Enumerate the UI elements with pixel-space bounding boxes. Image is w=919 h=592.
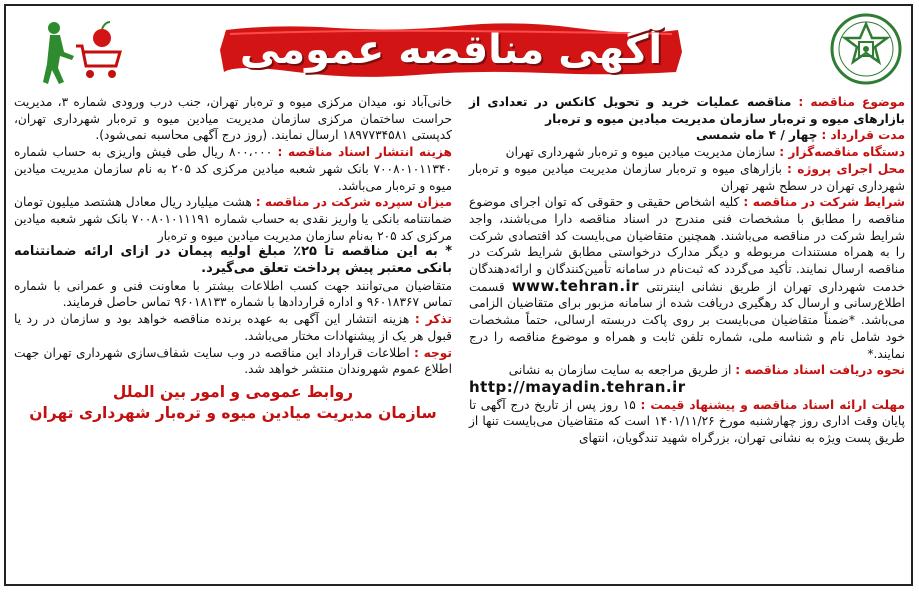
info-text: متقاضیان می‌توانند جهت کسب اطلاعات بیشتر با معاونت فنی و عمرانی با شماره تماس ۹۶۰۱۸۳۶۷ و اداره قراردادها با شماره ۹۶۰۱۸۱۳۳ تماس حاصل فرمایند. [14, 278, 452, 310]
shopping-cart-icon [20, 16, 130, 86]
tender-party-paragraph [469, 144, 905, 161]
conditions-label: شرایط شرکت در مناقصه : [743, 195, 905, 210]
info-paragraph [14, 278, 452, 311]
duration-paragraph [469, 127, 905, 144]
municipality-emblem-icon [829, 12, 903, 86]
page-title: آگهی مناقصه عمومی [239, 27, 663, 73]
note-text: اطلاعات قرارداد این مناقصه در وب سایت شفاف‌سازی شهرداری تهران جهت اطلاع عموم شهروندان منتشر خواهد شد. [14, 345, 452, 377]
location-text: بازارهای میوه و تره‌بار سازمان مدیریت میادین میوه و تره‌بار شهرداری تهران در سطح شهر تهران [469, 161, 905, 193]
receive-paragraph [469, 362, 905, 379]
signature-block [14, 382, 452, 424]
deposit-label: میزان سپرده شرکت در مناقصه : [255, 195, 452, 210]
subject-text: مناقصه عملیات خرید و تحویل کانکس در تعدادی از بازارهای میوه و تره‌بار سازمان مدیریت میادین میوه و تره‌بار [469, 95, 905, 126]
note-label: توجه : [413, 345, 452, 360]
conditions-text-2: قسمت اطلاع‌رسانی و ارسال کد رهگیری دریافت شده از سامانه مزبور برای متقاضیان الزامی می‌باشد. *ضمناً متقاضیان می‌بایست بر روی پاکت دربسته ارسالی، حتماً مشخصات خود شامل نام و شناسه ملی، شماره تلفن ثابت و همراه و موضوع مناقصه را درج نمایند.* [469, 279, 905, 361]
tender-party-label: دستگاه مناقصه‌گزار : [779, 145, 905, 160]
deposit-paragraph [14, 194, 452, 244]
reminder-label: تذکر : [414, 312, 453, 327]
receive-url-paragraph [469, 379, 905, 397]
duration-label: مدت قرارداد : [821, 128, 905, 143]
conditions-paragraph [469, 194, 905, 362]
location-paragraph [469, 161, 905, 194]
deposit-text: هشت میلیارد ریال معادل هشتصد میلیون تومان ضمانتنامه بانکی یا واریز نقدی به حساب شماره ۷۰۰۸۰۱۰۱۱۱۹۱ بانک شهر شعبه میادین مرکزی کد ۲۰۵ به‌نام سازمان مدیریت میادین میوه و تره‌بار [14, 195, 452, 243]
fee-label: هزینه انتشار اسناد مناقصه : [277, 145, 452, 160]
left-column [14, 94, 452, 424]
signature-line-2: سازمان مدیریت میادین میوه و تره‌بار شهرداری تهران [29, 403, 437, 422]
notice-header [6, 8, 911, 90]
address-text: خانی‌آباد نو، میدان مرکزی میوه و تره‌بار تهران، جنب درب ورودی شماره ۳، مدیریت حراست ساختمان مرکزی سازمان مدیریت میادین میوه و تره‌بار شهرداری تهران، کدپستی ۱۸۹۷۷۳۴۵۸۱ ارسال نمایند. (روز درج آگهی محاسبه نمی‌شود). [14, 95, 452, 143]
conditions-url-link[interactable]: www.tehran.ir [511, 276, 640, 295]
subject-paragraph [469, 94, 905, 127]
fee-text: ۸۰۰،۰۰۰ ریال طی فیش واریزی به حساب شماره ۷۰۰۸۰۱۰۱۱۳۴۰ بانک شهر شعبه میادین مرکزی کد ۲۰۵ به نام سازمان مدیریت میادین میوه و تره‌بار می‌باشد. [14, 145, 452, 193]
subject-label: موضوع مناقصه : [798, 95, 905, 109]
receive-label: نحوه دریافت اسناد مناقصه : [735, 363, 905, 378]
signature-line-1: روابط عمومی و امور بین الملل [112, 382, 354, 401]
fee-paragraph [14, 144, 452, 194]
guarantee-paragraph [14, 244, 452, 277]
reminder-paragraph [14, 311, 452, 344]
location-label: محل اجرای پروژه : [786, 161, 906, 176]
right-column [469, 94, 905, 447]
tender-party-text: سازمان مدیریت میادین میوه و تره‌بار شهرداری تهران [505, 145, 776, 160]
deadline-label: مهلت ارائه اسناد مناقصه و پیشنهاد قیمت : [640, 397, 906, 412]
note-paragraph [14, 345, 452, 378]
address-paragraph [14, 94, 452, 144]
conditions-text-1: کلیه اشخاص حقیقی و حقوقی که توان اجرای موضوع مناقصه را مطابق با مشخصات فنی مندرج در اسناد مناقصه دارا می‌باشند، واجد شرایط شرکت در مناقصه می‌باشند. همچنین متقاضیان می‌بایست کد اقتصادی شرکت را به همراه مستندات مربوطه و دیگر مدارک درخواستی مطابق شرایط شرکت در مناقصه ارسال نمایند. تأکید می‌گردد که ثبت‌نام در سامانه تأمین‌کنندگان و ارائه‌دهندگان خدمت شهرداری تهران از طریق نشانی اینترنتی [469, 195, 906, 294]
title-banner [216, 22, 686, 78]
deadline-paragraph [469, 397, 905, 447]
reminder-text: هزینه انتشار این آگهی به عهده برنده مناقصه خواهد بود و سازمان در رد یا قبول هر یک از پیشنهادات مختار می‌باشد. [14, 312, 452, 343]
duration-text: چهار / ۴ ماه شمسی [695, 128, 818, 143]
deadline-text: ۱۵ روز پس از تاریخ درج آگهی تا پایان وقت اداری روز چهارشنبه مورخ ۱۴۰۱/۱۱/۲۶ است که متقاضیان می‌بایست تنها از طریق پست ویژه به نشانی تهران، بزرگراه شهید تندگویان، انتهای [469, 397, 905, 446]
receive-text: از طریق مراجعه به سایت سازمان به نشانی [508, 363, 732, 378]
guarantee-text: * به این مناقصه تا ۲۵٪ مبلغ اولیه پیمان در ازای ارائه ضمانتنامه بانکی معتبر پیش پرداخت تعلق می‌گیرد. [14, 244, 452, 277]
receive-url-link[interactable]: http://mayadin.tehran.ir [469, 377, 686, 396]
